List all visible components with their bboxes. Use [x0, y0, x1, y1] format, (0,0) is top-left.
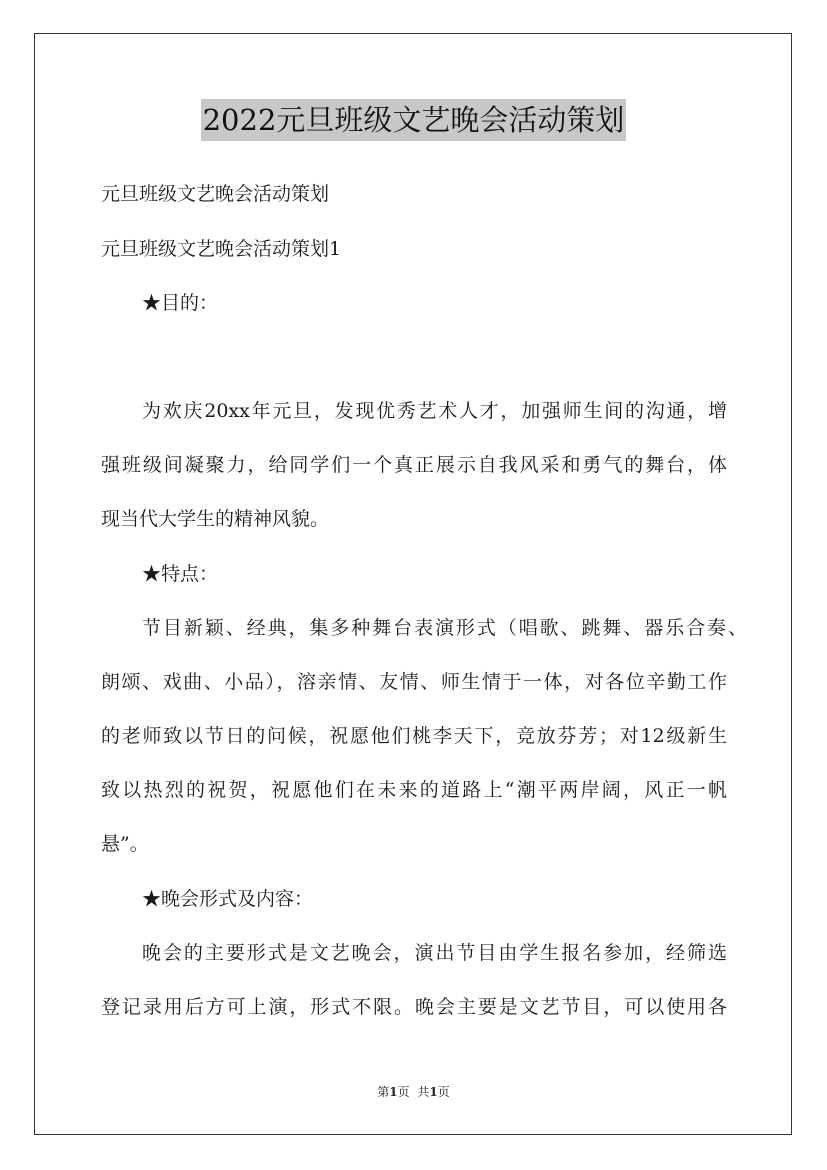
footer-page-prefix: 第 [377, 1085, 390, 1099]
footer-total-number: 1 [429, 1085, 438, 1099]
footer-total-prefix: 共 [417, 1085, 430, 1099]
footer-page-number: 1 [389, 1085, 398, 1099]
paragraph-line: 致以热烈的祝贺，祝愿他们在未来的道路上“潮平两岸阔，风正一帆 [101, 779, 727, 801]
paragraph-line: 的老师致以节日的问候，祝愿他们桃李天下，竞放芬芳；对12级新生 [101, 725, 727, 747]
heading-format-content: ★晚会形式及内容： [142, 888, 314, 910]
title-container [0, 99, 827, 141]
footer-page-suffix: 页 [397, 1085, 410, 1099]
paragraph-line: 朗颂、戏曲、小品），溶亲情、友情、师生情于一体，对各位辛勤工作 [101, 671, 727, 693]
paragraph-line: 晚会的主要形式是文艺晚会，演出节目由学生报名参加，经筛选 [142, 942, 727, 964]
document-title: 2022元旦班级文艺晚会活动策划 [201, 99, 627, 141]
paragraph-line: 现当代大学生的精神风貌。 [101, 508, 330, 530]
heading-purpose: ★目的： [142, 292, 219, 314]
paragraph-line: 节目新颖、经典，集多种舞台表演形式（唱歌、跳舞、器乐合奏、 [142, 617, 747, 639]
heading-features: ★特点： [142, 563, 219, 585]
paragraph-line: 强班级间凝聚力，给同学们一个真正展示自我风采和勇气的舞台，体 [101, 454, 727, 476]
paragraph-line: 登记录用后方可上演，形式不限。晚会主要是文艺节目，可以使用各 [101, 996, 727, 1018]
paragraph-line: 为欢庆20xx年元旦，发现优秀艺术人才，加强师生间的沟通，增 [142, 400, 727, 422]
page-footer [0, 1084, 827, 1100]
section-heading-line: 元旦班级文艺晚会活动策划1 [101, 238, 342, 260]
footer-total-suffix: 页 [437, 1085, 450, 1099]
paragraph-line: 悬”。 [101, 833, 149, 855]
subtitle-line: 元旦班级文艺晚会活动策划 [101, 183, 330, 205]
